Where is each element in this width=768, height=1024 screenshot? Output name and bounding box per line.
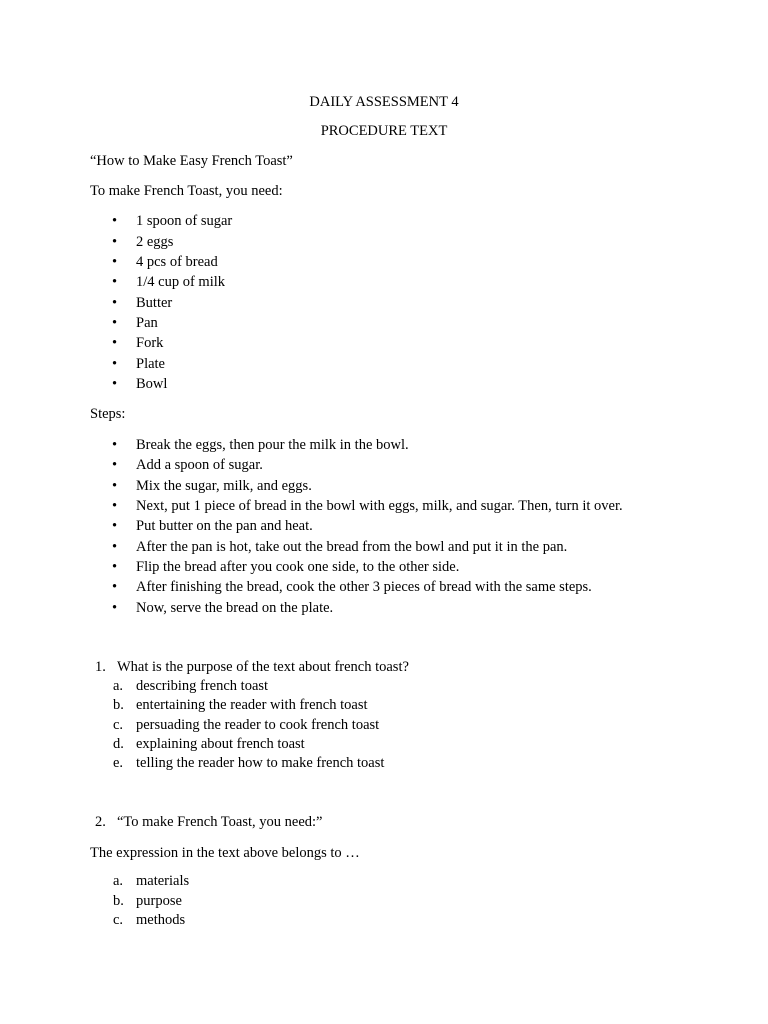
list-item-text: After finishing the bread, cook the other 3 pieces of bread with the same steps. <box>136 579 592 595</box>
bullet-icon: • <box>112 315 118 331</box>
bullet-icon: • <box>112 579 118 595</box>
list-item-text: Flip the bread after you cook one side, to the other side. <box>136 559 460 575</box>
option-text: methods <box>136 912 186 928</box>
list-item-text: 2 eggs <box>136 234 174 250</box>
list-item-text: 1 spoon of sugar <box>136 213 233 229</box>
option-letter: a. <box>113 873 124 889</box>
bullet-icon: • <box>112 498 118 514</box>
list-item-text: Mix the sugar, milk, and eggs. <box>136 478 312 494</box>
bullet-icon: • <box>112 356 118 372</box>
question-prompt: The expression in the text above belongs to … <box>90 845 360 861</box>
bullet-icon: • <box>112 254 118 270</box>
option-letter: e. <box>113 755 124 771</box>
option-letter: b. <box>113 697 124 713</box>
option-letter: c. <box>113 912 124 928</box>
option-text: explaining about french toast <box>136 736 305 752</box>
bullet-icon: • <box>112 274 118 290</box>
list-item-text: Bowl <box>136 376 168 392</box>
bullet-icon: • <box>112 335 118 351</box>
bullet-icon: • <box>112 457 118 473</box>
bullet-icon: • <box>112 376 118 392</box>
question-text: “To make French Toast, you need:” <box>117 814 323 830</box>
bullet-icon: • <box>112 213 118 229</box>
option-text: telling the reader how to make french toast <box>136 755 385 771</box>
list-item-text: After the pan is hot, take out the bread from the bowl and put it in the pan. <box>136 539 568 555</box>
option-text: describing french toast <box>136 678 269 694</box>
page-subtitle: PROCEDURE TEXT <box>320 123 448 139</box>
question-text: What is the purpose of the text about french toast? <box>117 659 409 675</box>
list-item-text: Pan <box>136 315 158 331</box>
bullet-icon: • <box>112 518 118 534</box>
steps-heading: Steps: <box>90 406 126 422</box>
list-item-text: Now, serve the bread on the plate. <box>136 600 334 616</box>
list-item-text: Put butter on the pan and heat. <box>136 518 313 534</box>
list-item-text: Next, put 1 piece of bread in the bowl with eggs, milk, and sugar. Then, turn it over. <box>136 498 623 514</box>
bullet-icon: • <box>112 234 118 250</box>
list-item-text: Break the eggs, then pour the milk in the bowl. <box>136 437 409 453</box>
bullet-icon: • <box>112 295 118 311</box>
list-item-text: Add a spoon of sugar. <box>136 457 263 473</box>
option-text: entertaining the reader with french toast <box>136 697 368 713</box>
bullet-icon: • <box>112 478 118 494</box>
list-item-text: Plate <box>136 356 165 372</box>
page-title: DAILY ASSESSMENT 4 <box>309 94 459 110</box>
text-title: “How to Make Easy French Toast” <box>90 153 293 169</box>
option-letter: d. <box>113 736 124 752</box>
list-item-text: Fork <box>136 335 164 351</box>
option-text: persuading the reader to cook french toast <box>136 717 380 733</box>
question-number: 1. <box>95 659 106 675</box>
bullet-icon: • <box>112 600 118 616</box>
bullet-icon: • <box>112 437 118 453</box>
bullet-icon: • <box>112 539 118 555</box>
option-letter: b. <box>113 893 124 909</box>
list-item-text: 1/4 cup of milk <box>136 274 226 290</box>
option-letter: a. <box>113 678 124 694</box>
list-item-text: Butter <box>136 295 173 311</box>
bullet-icon: • <box>112 559 118 575</box>
question-number: 2. <box>95 814 106 830</box>
option-letter: c. <box>113 717 124 733</box>
list-item-text: 4 pcs of bread <box>136 254 218 270</box>
option-text: purpose <box>136 893 182 909</box>
option-text: materials <box>136 873 190 889</box>
intro-line: To make French Toast, you need: <box>90 183 283 199</box>
